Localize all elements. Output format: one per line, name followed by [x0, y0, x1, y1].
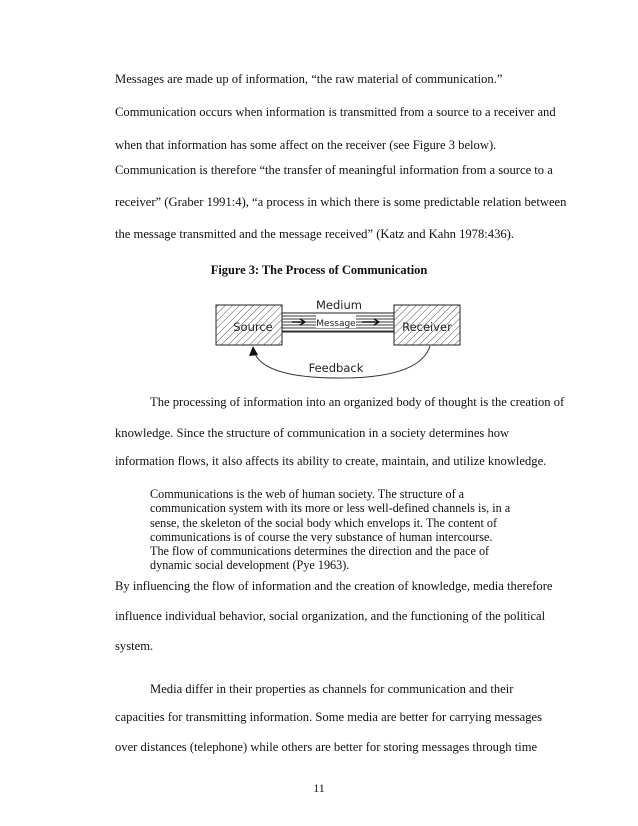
page-number: 11: [313, 781, 325, 795]
text-line: By influencing the flow of information and the creation of knowledge, media therefore: [115, 579, 553, 593]
figure-caption: Figure 3: The Process of Communication: [210, 263, 428, 277]
quote-line: communications is of course the very substance of human intercourse.: [150, 529, 493, 544]
receiver-label: Receiver: [402, 320, 452, 334]
text-line: information flows, it also affects its ability to create, maintain, and utilize knowledge.: [115, 454, 547, 468]
quote-line: communication system with its more or less well-defined channels is, in a: [150, 501, 511, 516]
text-line: The processing of information into an organized body of thought is the creation of: [150, 395, 565, 409]
block-quote: [150, 487, 550, 573]
feedback-arrowhead-icon: [249, 346, 258, 356]
text-line: over distances (telephone) while others are better for storing messages through time: [115, 740, 538, 754]
text-line: Media differ in their properties as channels for communication and their: [150, 682, 514, 696]
text-line: Messages are made up of information, “the raw material of communication.”: [115, 72, 503, 86]
message-label: Message: [316, 319, 356, 329]
text-line: receiver” (Graber 1991:4), “a process in which there is some predictable relation between: [115, 195, 567, 209]
quote-line: Communications is the web of human society. The structure of a: [150, 487, 465, 501]
text-line: knowledge. Since the structure of communication in a society determines how: [115, 426, 510, 440]
text-line: when that information has some affect on the receiver (see Figure 3 below).: [115, 138, 497, 152]
feedback-label: Feedback: [308, 361, 364, 375]
quote-line: The flow of communications determines the direction and the pace of: [150, 544, 490, 559]
text-line: Communication is therefore “the transfer of meaningful information from a source to a: [115, 163, 553, 177]
text-line: system.: [115, 639, 154, 653]
text-line: the message transmitted and the message received” (Katz and Kahn 1978:436).: [115, 227, 515, 241]
medium-label: Medium: [316, 298, 362, 312]
quote-line: dynamic social development (Pye 1963).: [150, 558, 350, 573]
source-label: Source: [233, 320, 273, 334]
text-line: capacities for transmitting information. Some media are better for carrying messages: [115, 710, 542, 724]
text-line: influence individual behavior, social organization, and the functioning of the political: [115, 609, 546, 623]
text-line: Communication occurs when information is transmitted from a source to a receiver and: [115, 105, 556, 119]
quote-line: sense, the skeleton of the social body which envelops it. The content of: [150, 515, 498, 530]
